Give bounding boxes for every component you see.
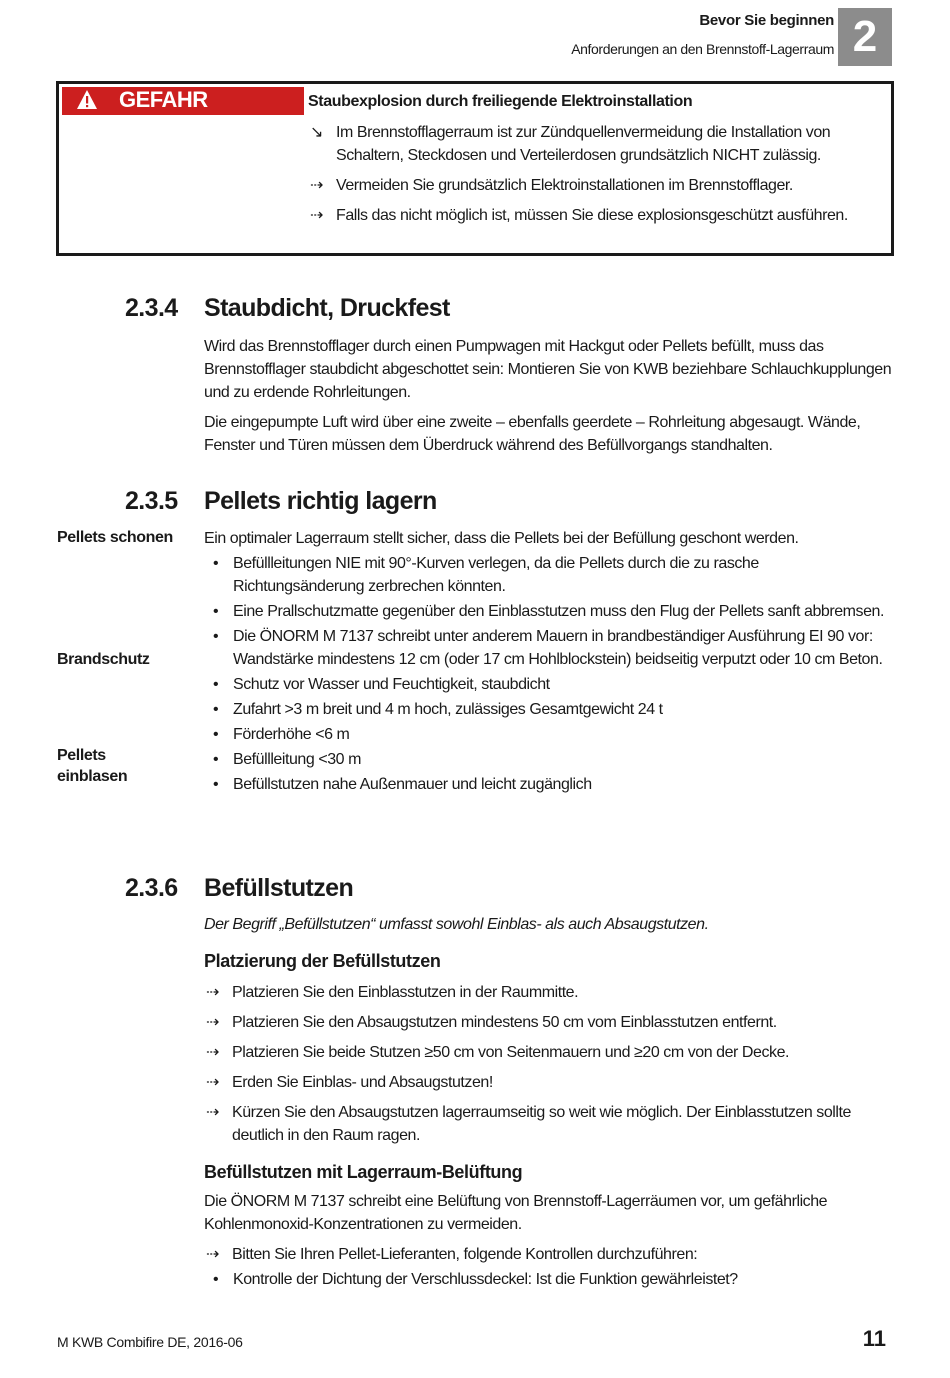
action-item-text: Platzieren Sie den Absaugstutzen mindestens 50 cm vom Einblasstutzen entfernt. <box>232 1014 777 1031</box>
list-item <box>204 748 892 771</box>
bullet-icon: • <box>213 555 219 572</box>
list-item-text: Förderhöhe <6 m <box>233 726 350 743</box>
section-title: Pellets richtig lagern <box>204 487 437 515</box>
bullet-icon: • <box>213 751 219 768</box>
side-label: Pellets einblasen <box>57 747 128 785</box>
footer-doc-id: M KWB Combifire DE, 2016-06 <box>57 1334 243 1350</box>
section-body <box>204 527 892 798</box>
section-body <box>204 335 892 464</box>
bullet-icon: • <box>213 1271 219 1288</box>
action-item <box>204 1041 892 1064</box>
bullet-icon: • <box>213 603 219 620</box>
danger-item <box>308 174 883 197</box>
danger-label-text: GEFAHR <box>119 87 208 112</box>
list-item-text: Die ÖNORM M 7137 schreibt unter anderem Mauern in brandbeständiger Ausführung EI 90 vor: Wandstärke mindestens 12 cm (oder 17 cm Hohlblockstein) beidseitig verputzt oder 10 cm Beton. <box>233 628 883 668</box>
danger-items <box>308 121 883 234</box>
side-label: Pellets schonen <box>57 529 173 546</box>
list-item <box>204 625 892 671</box>
action-item <box>204 1071 892 1094</box>
chapter-title: Bevor Sie beginnen <box>699 12 834 29</box>
danger-item-text: Falls das nicht möglich ist, müssen Sie diese explosionsgeschützt ausführen. <box>336 207 848 224</box>
warning-triangle-icon <box>76 89 98 111</box>
list-item <box>204 773 892 796</box>
bullet-icon: • <box>213 726 219 743</box>
list-item-text: Befüllstutzen nahe Außenmauer und leicht zugänglich <box>233 776 592 793</box>
action-item <box>204 1243 892 1266</box>
action-item <box>204 1101 892 1147</box>
subsection-title: Platzierung der Befüllstutzen <box>204 951 441 971</box>
danger-item-text: Im Brennstofflagerraum ist zur Zündquellenvermeidung die Installation von Schaltern, Steckdosen und Verteilerdosen grundsätzlich NICHT zulässig. <box>336 124 831 164</box>
danger-heading: Staubexplosion durch freiliegende Elektroinstallation <box>308 93 693 110</box>
list-item <box>204 698 892 721</box>
section-number: 2.3.6 <box>125 874 178 902</box>
paragraph: Die ÖNORM M 7137 schreibt eine Belüftung von Brennstoff-Lagerräumen vor, um gefährliche Kohlenmonoxid-Konzentrationen zu vermeiden. <box>204 1193 828 1233</box>
paragraph: Wird das Brennstofflager durch einen Pumpwagen mit Hackgut oder Pellets befüllt, muss das Brennstofflager staubdicht abgeschottet sein: Montieren Sie von KWB beziehbare Schlauchkupplungen und zu erdende Rohrleitungen. <box>204 338 892 401</box>
section-running-title: Anforderungen an den Brennstoff-Lagerraum <box>571 41 834 57</box>
list-item-text: Befüllleitung <30 m <box>233 751 361 768</box>
action-arrow-icon: ⇢ <box>310 177 323 194</box>
danger-item <box>308 121 883 167</box>
action-item-text: Bitten Sie Ihren Pellet-Lieferanten, folgende Kontrollen durchzuführen: <box>232 1246 698 1263</box>
action-arrow-icon: ⇢ <box>206 1044 219 1061</box>
list-item-text: Zufahrt >3 m breit und 4 m hoch, zulässiges Gesamtgewicht 24 t <box>233 701 663 718</box>
action-item-text: Erden Sie Einblas- und Absaugstutzen! <box>232 1074 493 1091</box>
action-item <box>204 981 892 1004</box>
list-item-text: Befüllleitungen NIE mit 90°-Kurven verlegen, da die Pellets durch die zu rasche Richtungsänderung zerbrechen könnten. <box>233 555 759 595</box>
bullet-icon: • <box>213 676 219 693</box>
list-item-text: Eine Prallschutzmatte gegenüber den Einblasstutzen muss den Flug der Pellets sanft abbremsen. <box>233 603 884 620</box>
list-item <box>204 1268 892 1291</box>
danger-item <box>308 204 883 227</box>
paragraph: Die eingepumpte Luft wird über eine zweite – ebenfalls geerdete – Rohrleitung abgesaugt. Wände, Fenster und Türen müssen dem Überdruck während des Befüllvorgangs standhalten. <box>204 414 861 454</box>
paragraph: Der Begriff „Befüllstutzen“ umfasst sowohl Einblas- als auch Absaugstutzen. <box>204 916 709 933</box>
list-item <box>204 600 892 623</box>
danger-item-text: Vermeiden Sie grundsätzlich Elektroinstallationen im Brennstofflager. <box>336 177 793 194</box>
action-arrow-icon: ⇢ <box>206 1104 219 1121</box>
section-body <box>204 913 892 1293</box>
action-arrow-icon: ⇢ <box>206 1074 219 1091</box>
action-arrow-icon: ⇢ <box>206 1246 219 1263</box>
section-title: Befüllstutzen <box>204 874 354 902</box>
action-item <box>204 1011 892 1034</box>
list-item <box>204 552 892 598</box>
chapter-number-box: 2 <box>838 8 892 66</box>
danger-warning-box <box>56 81 894 256</box>
bullet-icon: • <box>213 628 219 645</box>
section-number: 2.3.5 <box>125 487 178 515</box>
action-item-text: Kürzen Sie den Absaugstutzen lagerraumseitig so weit wie möglich. Der Einblasstutzen sollte deutlich in den Raum ragen. <box>232 1104 851 1144</box>
section-number: 2.3.4 <box>125 294 178 322</box>
section-title: Staubdicht, Druckfest <box>204 294 450 322</box>
subsection-title: Befüllstutzen mit Lagerraum-Belüftung <box>204 1162 523 1182</box>
list-item-text: Kontrolle der Dichtung der Verschlussdeckel: Ist die Funktion gewährleistet? <box>233 1271 738 1288</box>
action-item-text: Platzieren Sie beide Stutzen ≥50 cm von Seitenmauern und ≥20 cm von der Decke. <box>232 1044 790 1061</box>
action-arrow-icon: ⇢ <box>310 207 323 224</box>
consequence-arrow-icon: ↘ <box>310 124 323 141</box>
list-item <box>204 723 892 746</box>
list-item <box>204 673 892 696</box>
action-arrow-icon: ⇢ <box>206 984 219 1001</box>
action-item-text: Platzieren Sie den Einblasstutzen in der Raummitte. <box>232 984 579 1001</box>
paragraph: Ein optimaler Lagerraum stellt sicher, dass die Pellets bei der Befüllung geschont werden. <box>204 530 799 547</box>
side-label: Brandschutz <box>57 651 150 668</box>
action-arrow-icon: ⇢ <box>206 1014 219 1031</box>
bullet-icon: • <box>213 701 219 718</box>
danger-label <box>62 87 304 113</box>
list-item-text: Schutz vor Wasser und Feuchtigkeit, staubdicht <box>233 676 550 693</box>
page-number: 11 <box>862 1326 886 1351</box>
bullet-icon: • <box>213 776 219 793</box>
danger-underline <box>62 113 304 115</box>
